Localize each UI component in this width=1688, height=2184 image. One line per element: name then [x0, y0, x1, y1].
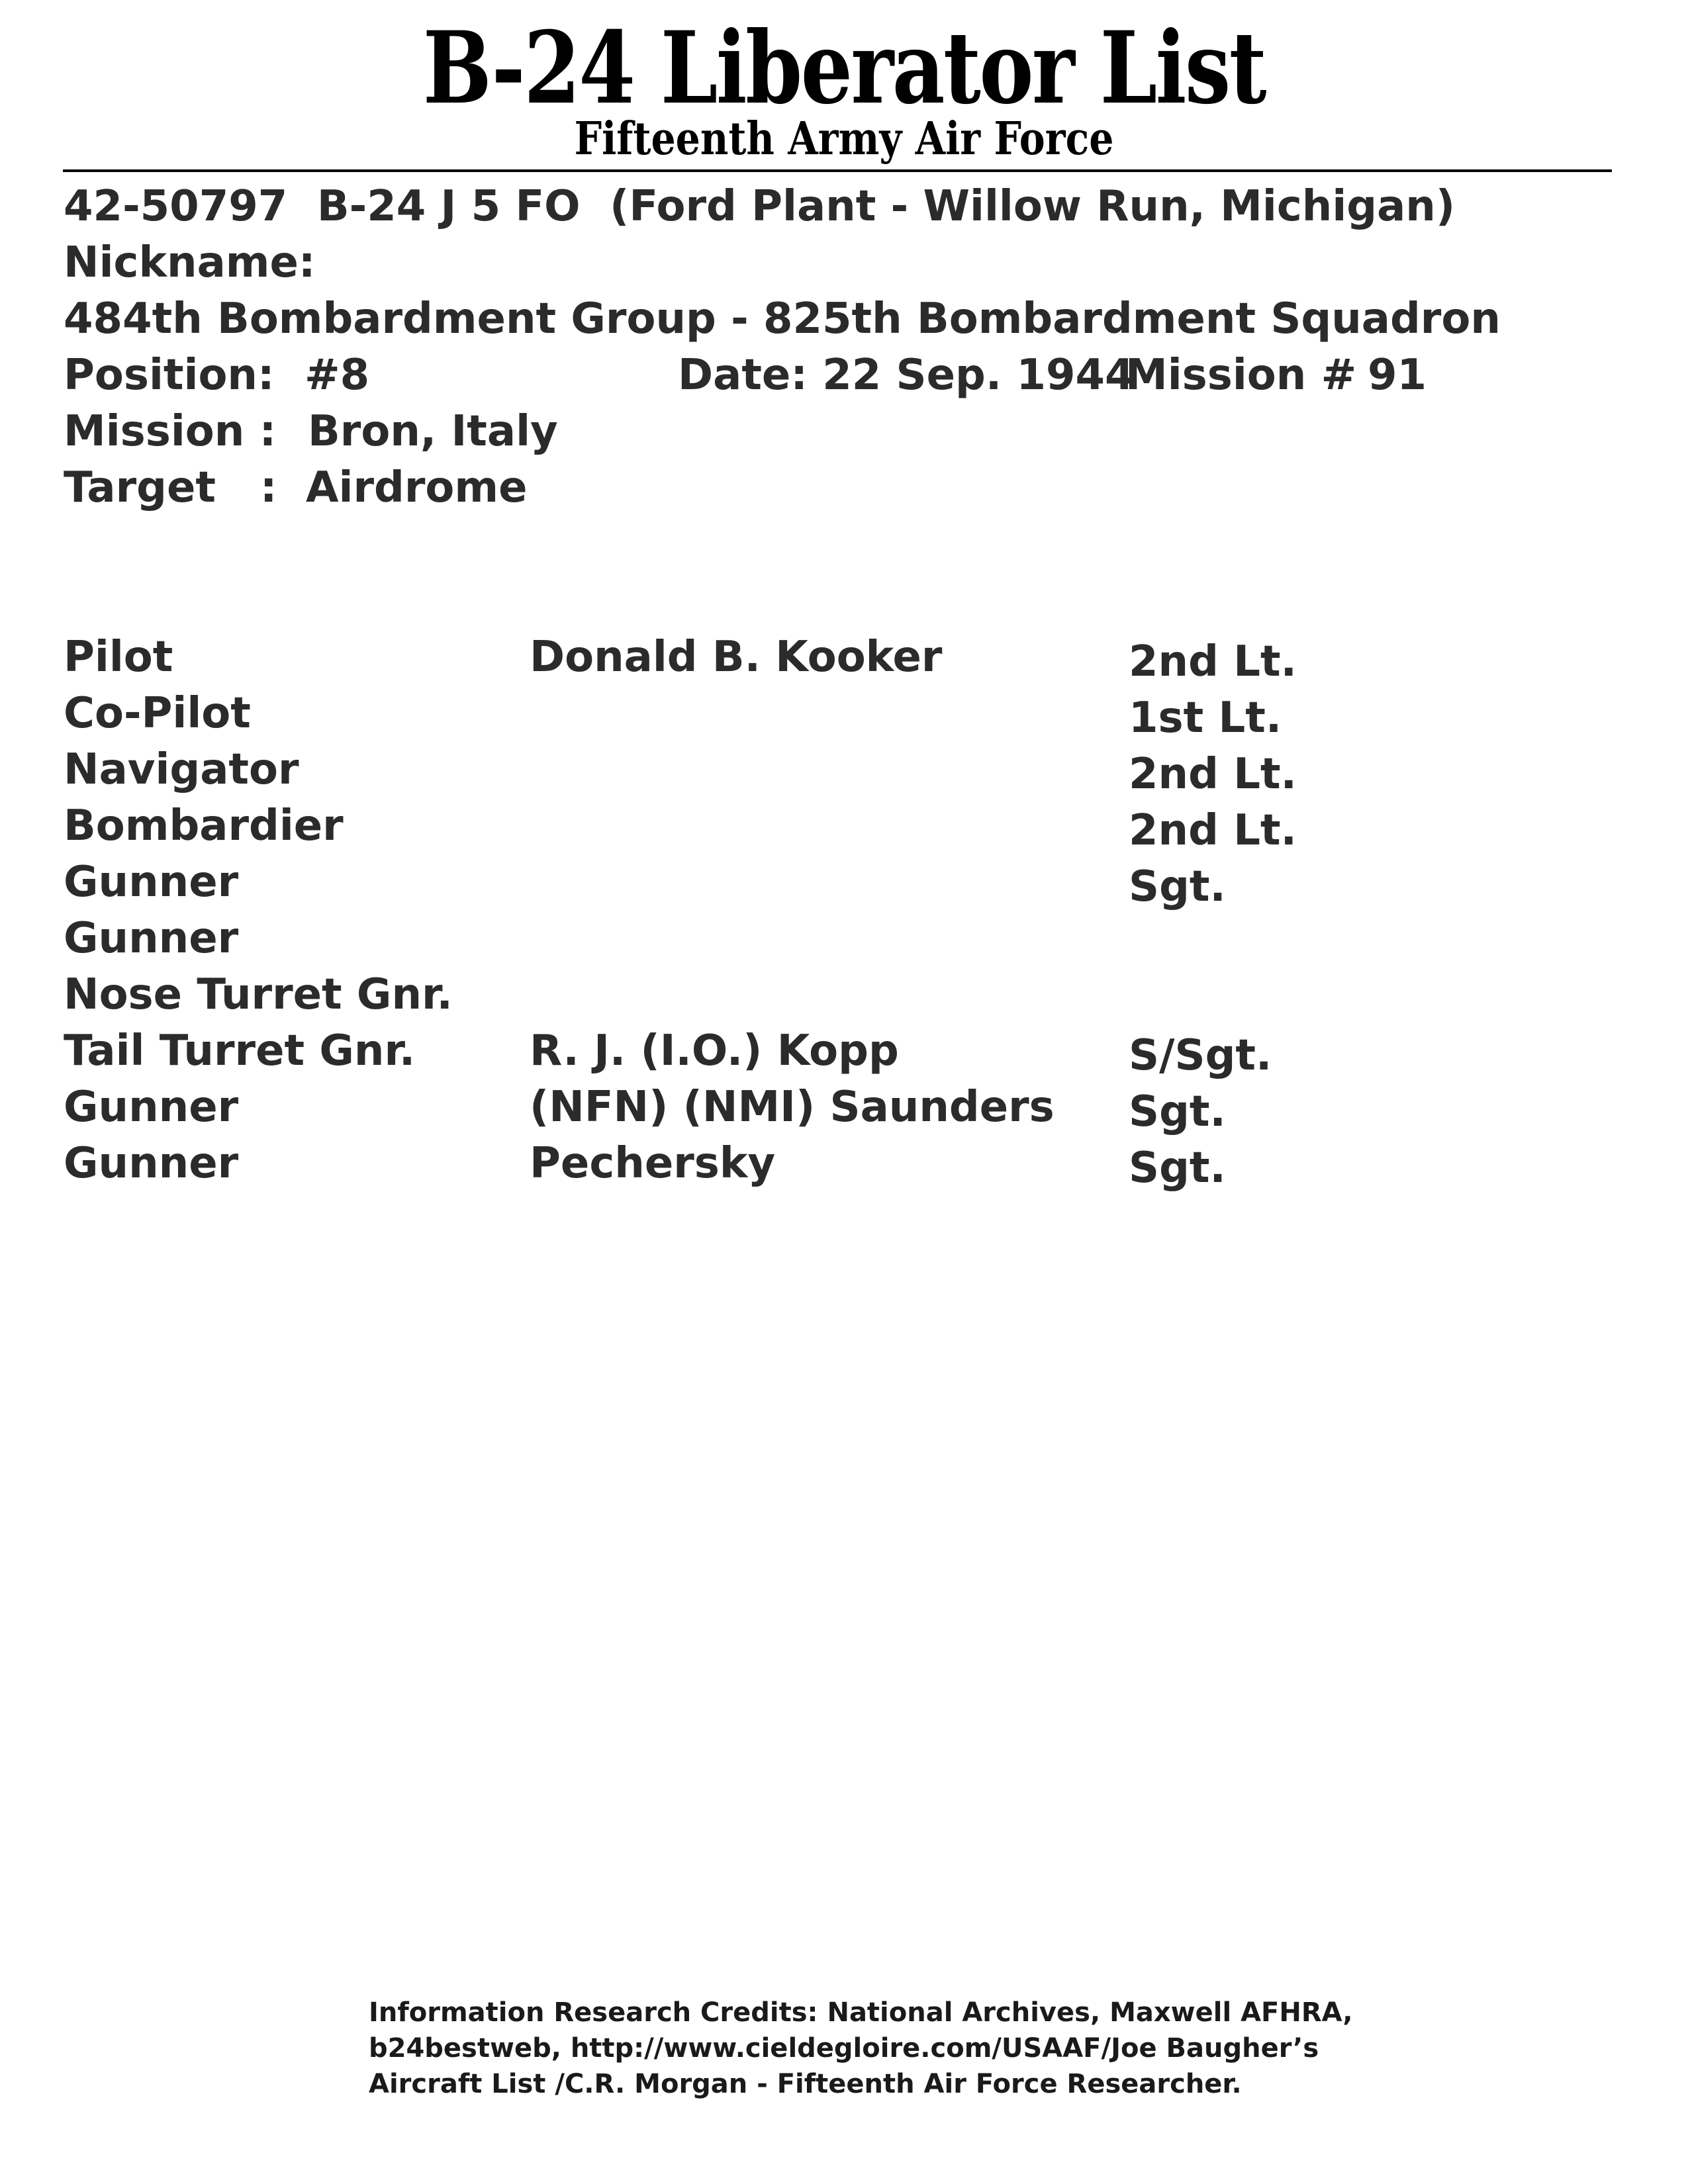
crew-role: Co-Pilot: [64, 689, 251, 738]
crew-role: Pilot: [64, 633, 173, 682]
mission-label: Mission :: [64, 407, 277, 456]
position-value: #8: [305, 351, 370, 400]
crew-role: Gunner: [64, 858, 239, 907]
page-subtitle: Fifteenth Army Air Force: [574, 113, 1114, 165]
crew-rank: Sgt.: [1129, 862, 1226, 911]
research-credits: [369, 1995, 1428, 2102]
crew-role: Nose Turret Gnr.: [64, 970, 453, 1019]
credits-line: b24bestweb, http://www.cieldegloire.com/USAAF/Joe Baugher’s: [369, 2033, 1319, 2064]
crew-name: Donald B. Kooker: [530, 633, 943, 682]
crew-rank: 1st Lt.: [1129, 694, 1282, 743]
position-label: Position:: [64, 351, 275, 400]
crew-role: Gunner: [64, 1139, 239, 1188]
crew-rank: Sgt.: [1129, 1144, 1226, 1193]
crew-role: Bombardier: [64, 801, 344, 850]
mission-number-label: Mission #: [1125, 351, 1357, 400]
credits-line: Information Research Credits: National Archives, Maxwell AFHRA,: [369, 1997, 1353, 2028]
crew-rank: 2nd Lt.: [1129, 806, 1297, 855]
page-title: B-24 Liberator List: [422, 10, 1266, 126]
crew-role: Gunner: [64, 914, 239, 963]
credits-line: Aircraft List /C.R. Morgan - Fifteenth Air Force Researcher.: [369, 2069, 1242, 2099]
title-divider: [63, 169, 1612, 172]
crew-name: R. J. (I.O.) Kopp: [530, 1026, 899, 1075]
crew-name: (NFN) (NMI) Saunders: [530, 1083, 1055, 1132]
mission-value: Bron, Italy: [308, 407, 558, 456]
crew-rank: 2nd Lt.: [1129, 750, 1297, 799]
crew-rank: S/Sgt.: [1129, 1031, 1272, 1080]
mission-number-value: 91: [1368, 351, 1427, 400]
nickname-label: Nickname:: [64, 238, 316, 287]
serial-line: 42-50797 B-24 J 5 FO (Ford Plant - Willow Run, Michigan): [64, 182, 1456, 231]
target-label: Target :: [64, 463, 277, 512]
crew-name: Pechersky: [530, 1139, 776, 1188]
crew-role: Tail Turret Gnr.: [64, 1026, 416, 1075]
target-value: Airdrome: [306, 463, 528, 512]
crew-role: Navigator: [64, 745, 299, 794]
crew-rank: 2nd Lt.: [1129, 637, 1297, 686]
crew-role: Gunner: [64, 1083, 239, 1132]
mission-date: Date: 22 Sep. 1944: [678, 351, 1135, 400]
group-line: 484th Bombardment Group - 825th Bombardment Squadron: [64, 295, 1501, 343]
crew-rank: Sgt.: [1129, 1087, 1226, 1136]
